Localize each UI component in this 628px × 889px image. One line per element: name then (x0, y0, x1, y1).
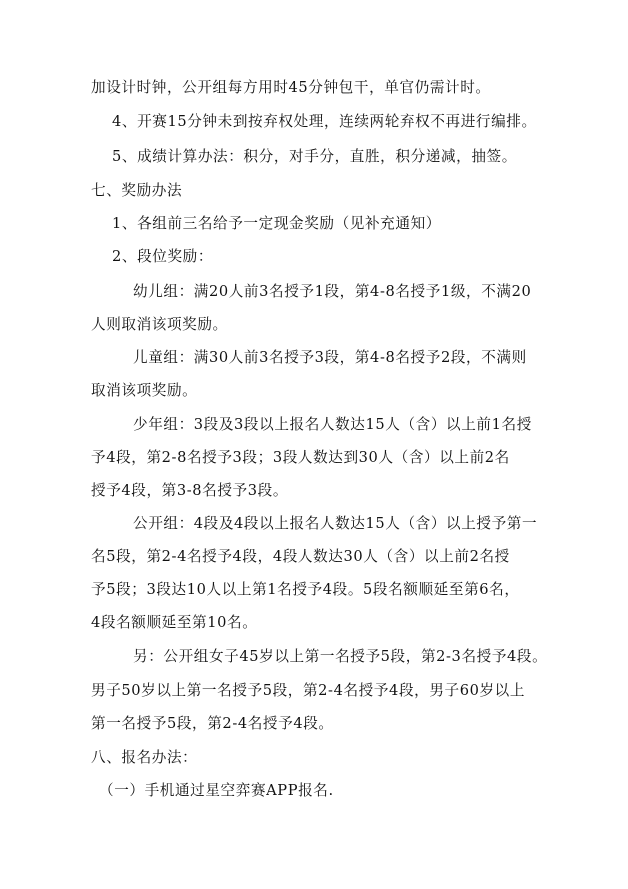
text-line: 人则取消该项奖励。 (91, 316, 228, 333)
text-line: 4、开赛15分钟未到按弃权处理，连续两轮弃权不再进行编排。 (112, 113, 537, 130)
text-line: 幼儿组：满20人前3名授予1段，第4-8名授予1级，不满20 (133, 283, 532, 300)
text-line: 2、段位奖励： (112, 248, 214, 265)
text-line: 另：公开组女子45岁以上第一名授予5段，第2-3名授予4段。 (133, 648, 548, 665)
section-heading: 七、奖励办法 (91, 182, 183, 199)
text-line: 第一名授予5段，第2-4名授予4段。 (91, 715, 334, 732)
text-line: 1、各组前三名给予一定现金奖励（见补充通知） (112, 215, 441, 232)
text-line: 男子50岁以上第一名授予5段，第2-4名授予4段，男子60岁以上 (91, 682, 526, 699)
text-line: 加设计时钟，公开组每方用时45分钟包干，单官仍需计时。 (91, 79, 491, 96)
text-line: 取消该项奖励。 (91, 382, 198, 399)
section-heading: 八、报名办法： (91, 749, 198, 766)
text-line: （一）手机通过星空弈赛APP报名. (99, 782, 334, 799)
text-line: 公开组：4段及4段以上报名人数达15人（含）以上授予第一 (133, 515, 538, 532)
text-line: 名5段，第2-4名授予4段，4段人数达30人（含）以上前2名授 (91, 548, 510, 565)
text-line: 予4段，第2-8名授予3段；3段人数达到30人（含）以上前2名 (91, 449, 510, 466)
text-line: 5、成绩计算办法：积分，对手分，直胜，积分递减，抽签。 (112, 148, 517, 165)
text-line: 予5段；3段达10人以上第1名授予4段。5段名额顺延至第6名， (91, 581, 520, 598)
text-line: 授予4段，第3-8名授予3段。 (91, 482, 289, 499)
text-line: 4段名额顺延至第10名。 (91, 614, 258, 631)
text-line: 少年组：3段及3段以上报名人数达15人（含）以上前1名授 (133, 416, 532, 433)
text-line: 儿童组：满30人前3名授予3段，第4-8名授予2段，不满则 (133, 349, 527, 366)
